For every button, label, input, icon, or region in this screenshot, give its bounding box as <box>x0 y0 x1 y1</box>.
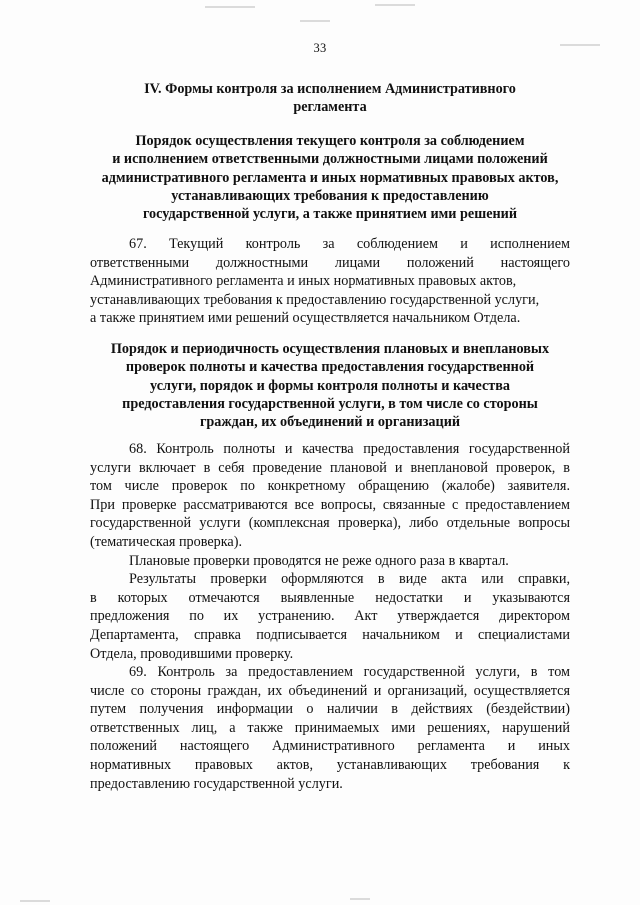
scan-artifact <box>375 4 415 6</box>
paragraph-69 <box>90 663 570 793</box>
text-line: том числе проверок по конкретному обращению (жалобе) заявителя. <box>90 478 570 495</box>
text-line: (тематическая проверка). <box>90 533 242 550</box>
text-line: положений настоящего Административного регламента и иных <box>90 738 570 755</box>
subheading-line: предоставления государственной услуги, в том числе со стороны <box>122 395 538 412</box>
section-title-line: IV. Формы контроля за исполнением Административного <box>144 81 516 97</box>
text-line: Плановые проверки проводятся не реже одного раза в квартал. <box>129 552 509 569</box>
text-line: 67. Текущий контроль за соблюдением и исполнением <box>129 236 570 252</box>
text-line: устанавливающих требования к предоставлению государственной услуги, <box>90 291 540 308</box>
subheading-line: проверок полноты и качества предоставления государственной <box>125 359 535 376</box>
text-line: числе со стороны граждан, их объединений и организаций, осуществляется <box>90 682 570 699</box>
text-line: в которых отмечаются выявленные недостатки и указываются <box>90 589 570 606</box>
text-line: Департамента, справка подписывается начальником и специалистами <box>90 626 570 643</box>
paragraph-67 <box>90 235 570 328</box>
text-line: Отдела, проводившими проверку. <box>90 645 294 662</box>
text-line: 68. Контроль полноты и качества предоставления государственной <box>129 441 570 457</box>
scan-artifact <box>350 898 370 900</box>
subheading-line: Порядок и периодичность осуществления плановых и внеплановых <box>110 341 550 357</box>
subheading-line: государственной услуги, а также принятием ими решений <box>142 206 518 223</box>
subheading-current-control <box>60 132 600 223</box>
scan-artifact <box>20 900 50 902</box>
subheading-line: устанавливающих требования к предоставлению <box>171 187 489 204</box>
text-line: ответственными должностными лицами положений настоящего <box>90 254 570 271</box>
text-line: услуги включает в себя проведение плановой и внеплановой проверок, в <box>90 459 570 476</box>
page-number: 33 <box>313 41 327 55</box>
subheading-line: и исполнением ответственными должностными лицами положений <box>112 151 548 168</box>
section-title-line: регламента <box>293 99 367 116</box>
subheading-line: Порядок осуществления текущего контроля за соблюдением <box>135 133 525 149</box>
subheading-line: административного регламента и иных нормативных правовых актов, <box>101 169 559 186</box>
text-line: Результаты проверки оформляются в виде акта или справки, <box>129 571 570 588</box>
text-line: предоставлению государственной услуги. <box>90 775 343 792</box>
text-line: 69. Контроль за предоставлением государственной услуги, в том <box>129 664 570 680</box>
text-line: ответственных лиц, а также принимаемых ими решениях, нарушений <box>90 719 570 736</box>
subheading-inspections <box>60 340 600 431</box>
scan-artifact <box>300 20 330 22</box>
text-line: нормативных правовых актов, устанавливающих требования к <box>90 756 570 773</box>
text-line: При проверке рассматриваются все вопросы, связанные с предоставлением <box>90 496 570 513</box>
text-line: путем получения информации о наличии в действиях (бездействии) <box>90 701 570 718</box>
subheading-line: услуги, порядок и формы контроля полноты и качества <box>150 377 510 394</box>
text-line: предложения по их устранению. Акт утверждается директором <box>90 608 570 625</box>
text-line: а также принятием ими решений осуществляется начальником Отдела. <box>90 310 521 327</box>
text-line: государственной услуги (комплексная проверка), либо отдельные вопросы <box>90 515 570 532</box>
section-title <box>60 80 600 117</box>
scan-artifact <box>205 6 255 8</box>
paragraph-68 <box>90 440 570 663</box>
subheading-line: граждан, их объединений и организаций <box>199 414 461 431</box>
text-line: Административного регламента и иных нормативных правовых актов, <box>90 273 517 290</box>
